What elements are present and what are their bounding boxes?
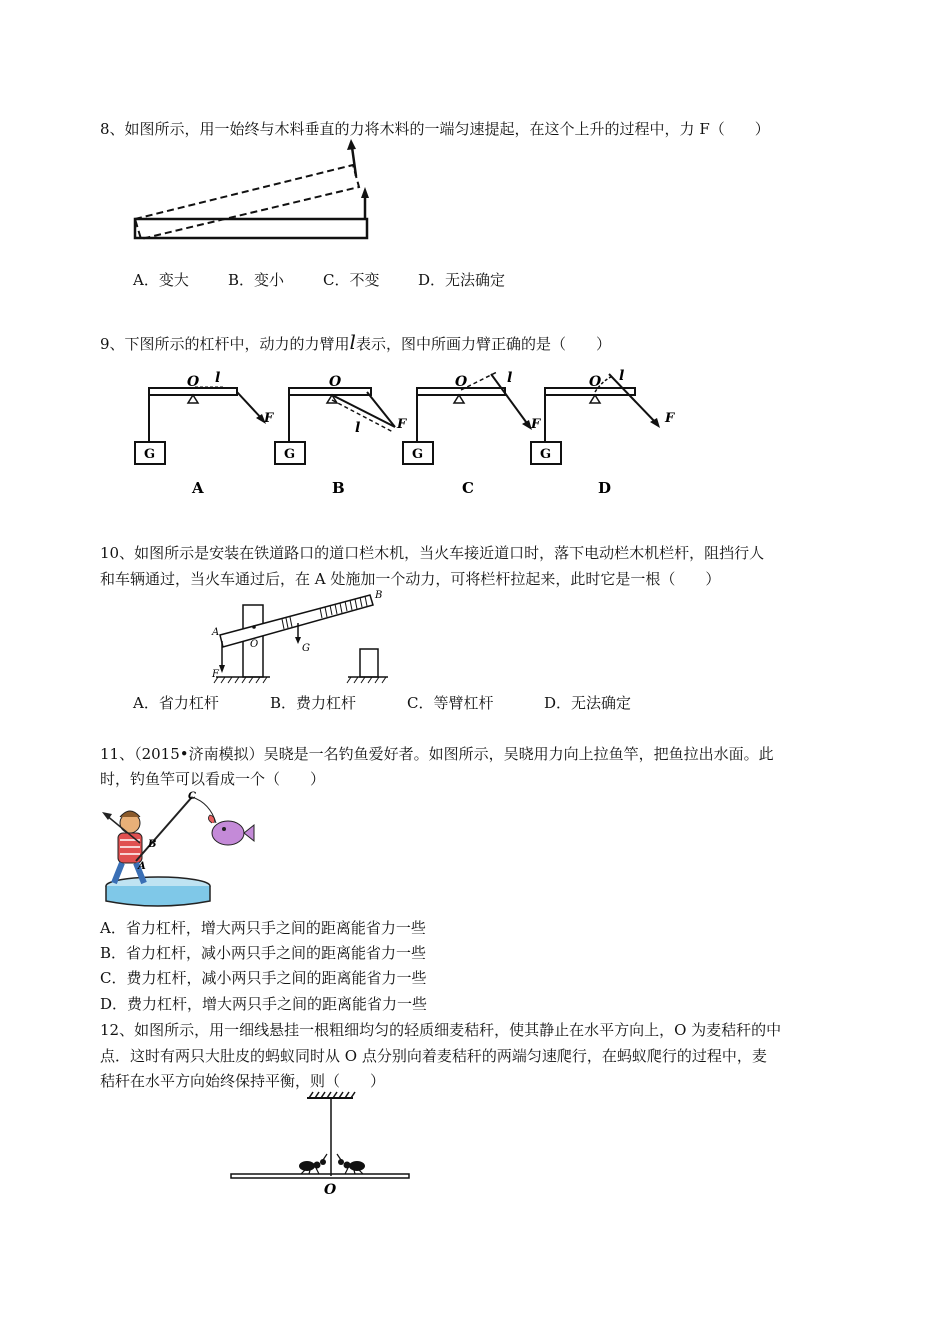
- q12-stem-line1: 12、如图所示，用一细线悬挂一根粗细均匀的轻质细麦秸秆，使其静止在水平方向上，O 为麦秸秆的中: [100, 1021, 782, 1039]
- q9-stem-symbol: l: [349, 330, 356, 354]
- q11-label-c: C: [188, 791, 196, 802]
- q10-option-a: A．省力杠杆: [133, 694, 219, 712]
- lever-d-weight-label: G: [540, 447, 552, 462]
- q10-label-a: A: [212, 627, 220, 638]
- lever-c-arm-label: l: [507, 370, 513, 386]
- q11-option-a: A．省力杠杆，增大两只手之间的距离能省力一些: [100, 919, 426, 937]
- lever-d-pivot-label: O: [589, 374, 602, 390]
- q10-option-d: D．无法确定: [544, 694, 632, 712]
- q11-option-c: C．费力杠杆，减小两只手之间的距离能省力一些: [100, 969, 427, 987]
- q11-stem-line2: 时，钓鱼竿可以看成一个（ ）: [100, 770, 326, 788]
- ant-left: [299, 1154, 327, 1174]
- ant-right: [337, 1154, 365, 1174]
- q9-stem: [100, 329, 611, 357]
- q9-label-a: A: [192, 479, 204, 497]
- q9-stem-post: 表示，图中所画力臂正确的是（ ）: [355, 335, 611, 353]
- q9-label-c: C: [462, 479, 474, 497]
- q12-figure: [225, 1090, 420, 1200]
- q11-label-a: A: [138, 861, 146, 872]
- q12-label-o: O: [324, 1182, 337, 1198]
- q9-stem-pre: 9、下图所示的杠杆中，动力的力臂用: [100, 335, 350, 353]
- q10-label-o: O: [250, 639, 259, 650]
- q8-figure: [125, 135, 385, 250]
- q11-label-b: B: [148, 839, 157, 850]
- q9-label-d: D: [598, 479, 612, 497]
- lever-b-weight-label: G: [284, 447, 296, 462]
- q10-figure: [198, 585, 398, 690]
- q8-stem: 8、如图所示，用一始终与木料垂直的力将木料的一端匀速提起，在这个上升的过程中，力 F（ ）: [100, 120, 770, 138]
- q12-stem-line3: 秸秆在水平方向始终保持平衡，则（ ）: [100, 1072, 386, 1090]
- q8-option-b: B．变小: [228, 271, 285, 289]
- q9-figure: [125, 362, 695, 502]
- q10-label-g: G: [302, 643, 310, 654]
- q8-option-a: A．变大: [133, 271, 189, 289]
- q8-option-d: D．无法确定: [418, 271, 506, 289]
- q10-stem-line1: 10、如图所示是安装在铁道路口的道口栏木机，当火车接近道口时，落下电动栏木机栏杆，阻挡行人: [100, 544, 765, 562]
- q11-option-b: B．省力杠杆，减小两只手之间的距离能省力一些: [100, 944, 427, 962]
- lever-a-force-label: F: [264, 411, 274, 426]
- q12-stem-line2: 点．这时有两只大肚皮的蚂蚁同时从 O 点分别向着麦秸秆的两端匀速爬行，在蚂蚁爬行的过程中，麦: [100, 1047, 767, 1065]
- lever-b-pivot-label: O: [329, 374, 342, 390]
- q11-option-d: D．费力杠杆，增大两只手之间的距离能省力一些: [100, 995, 428, 1013]
- lever-c-force-label: F: [531, 417, 541, 432]
- lever-c-pivot-label: O: [455, 374, 468, 390]
- q11-figure: [100, 783, 260, 908]
- lever-d-arm-label: l: [619, 368, 625, 384]
- q10-stem-line2: 和车辆通过，当火车通过后，在 A 处施加一个动力，可将栏杆拉起来，此时它是一根（ ）: [100, 570, 721, 588]
- q11-stem-line1: 11、（2015•济南模拟）吴晓是一名钓鱼爱好者。如图所示，吴晓用力向上拉鱼竿，把鱼拉出水面。此: [100, 745, 774, 763]
- lever-a-weight-label: G: [144, 447, 156, 462]
- lever-b-force-label: F: [397, 417, 407, 432]
- lever-c-weight-label: G: [412, 447, 424, 462]
- lever-b-arm-label: l: [355, 420, 361, 436]
- q9-label-b: B: [332, 479, 345, 497]
- q8-option-c: C．不变: [323, 271, 380, 289]
- q10-label-f: F: [212, 669, 219, 680]
- lever-a-pivot-label: O: [187, 374, 200, 390]
- lever-a-arm-label: l: [215, 370, 221, 386]
- lever-d-force-label: F: [665, 411, 675, 426]
- q10-option-b: B．费力杠杆: [270, 694, 357, 712]
- q10-label-b: B: [375, 590, 383, 601]
- q10-option-c: C．等臂杠杆: [407, 694, 494, 712]
